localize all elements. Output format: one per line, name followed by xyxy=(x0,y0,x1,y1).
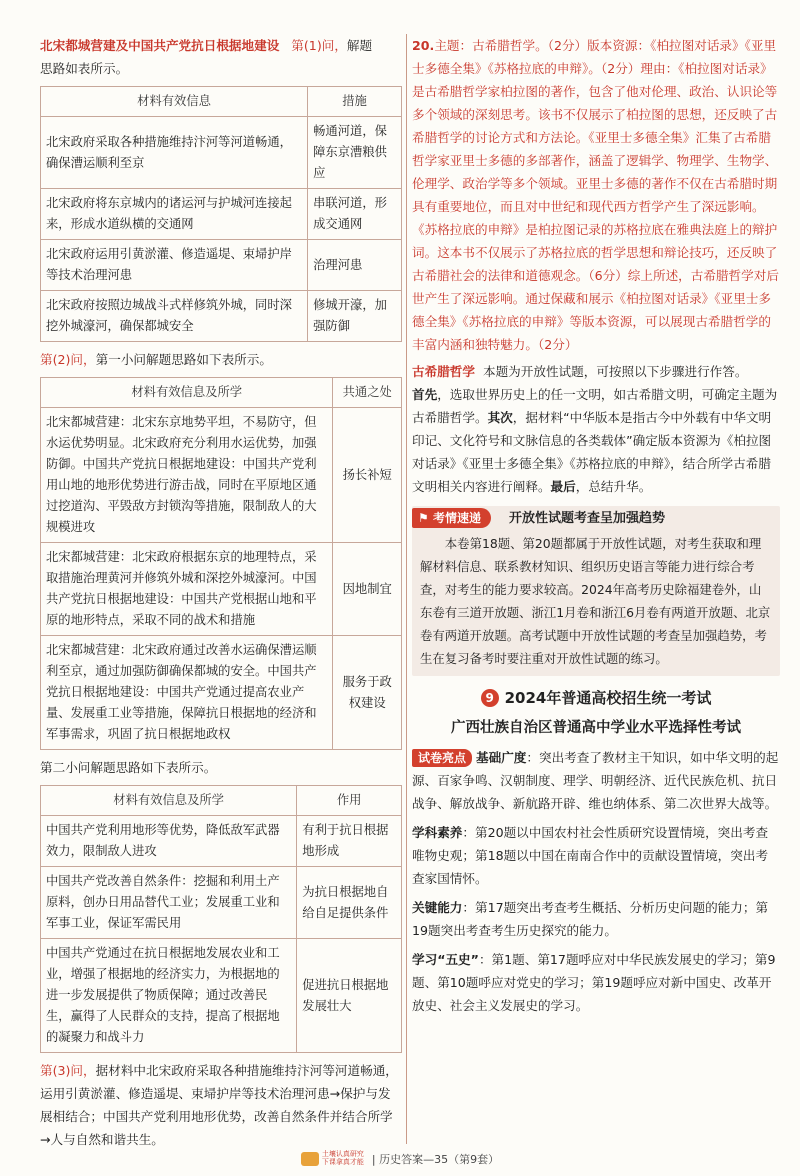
table-header-row xyxy=(41,786,402,816)
analysis-paragraph xyxy=(412,360,780,498)
q3-lead: 第(3)问， xyxy=(40,1063,96,1078)
flag-icon: ⚑ xyxy=(418,511,429,525)
table-header-row xyxy=(41,87,402,117)
table-header: 作用 xyxy=(297,786,402,816)
table-cell: 修城开濠，加强防御 xyxy=(308,291,402,342)
table-row xyxy=(41,816,402,867)
page-footer: 土壤认真研究 下课拿真才能 | 历史答案—35（第9套） xyxy=(0,1150,800,1167)
highlight-ability xyxy=(412,896,780,942)
brand-line-1: 土壤认真研究 xyxy=(321,1150,364,1158)
table-row xyxy=(41,636,402,750)
exam-trend-box xyxy=(412,506,780,676)
table-header: 共通之处 xyxy=(333,378,402,408)
table-cell: 因地制宜 xyxy=(333,543,402,636)
table-row xyxy=(41,240,402,291)
analysis-first-label: 首先 xyxy=(412,387,438,402)
q1-title: 北宋都城营建及中国共产党抗日根据地建设 xyxy=(40,38,280,53)
analysis-first-text: ，选取世界历史上的任一文明，如古希腊文明，可确定主题为古希腊哲学。 xyxy=(412,387,778,425)
table-q2b xyxy=(40,785,402,1053)
exam-trend-text: 本卷第18题、第20题都属于开放性试题，对考生获取和理解材料信息、联系教材知识、组织历史语言等能力进行综合考查，对考生的能力要求较高。2024年高考历史除福建卷外，山东卷有三道开放题、浙江1月卷和浙江6月卷有两道开放题、北京卷有两道开放题。高考试题中开放性试题的考查呈加强趋势，考生在复习备考时要注重对开放性试题的练习。 xyxy=(420,536,771,666)
table-header: 材料有效信息 xyxy=(41,87,308,117)
highlight-ability-label: 关键能力 xyxy=(412,900,463,915)
table-header: 材料有效信息及所学 xyxy=(41,786,297,816)
exam-trend-header xyxy=(412,506,780,530)
analysis-second-text: ，据材料“中华版本是指古今中外载有中华文明印记、文化符号和文脉信息的各类载体”确定版本资源为《柏拉图对话录》《亚里士多德全集》《苏格拉底的申辩》，结合所学古希腊文明相关内容进行阐释。 xyxy=(412,410,772,494)
highlight-tag: 试卷亮点 xyxy=(412,749,472,767)
table-cell: 北宋政府将东京城内的诸运河与护城河连接起来，形成水道纵横的交通网 xyxy=(41,189,308,240)
table-q1 xyxy=(40,86,402,342)
highlight-ability-text: ：第17题突出考查考生概括、分析历史问题的能力；第19题突出考查考生历史探究的能力。 xyxy=(412,900,769,938)
q1-lead: 第(1)问， xyxy=(291,38,347,53)
table-cell: 有利于抗日根据地形成 xyxy=(297,816,402,867)
exam-trend-tag xyxy=(412,508,491,528)
exam-title xyxy=(412,686,780,710)
brand-logo-icon xyxy=(301,1152,319,1166)
table-row xyxy=(41,867,402,939)
left-column xyxy=(40,34,402,1151)
highlight-basic-label: 基础广度 xyxy=(476,750,527,765)
table-row xyxy=(41,939,402,1053)
table-cell: 北宋政府按照边城战斗式样修筑外城，同时深挖外城濠河，确保都城安全 xyxy=(41,291,308,342)
q3-text: 据材料中北宋政府采取各种措施维持汴河等河道畅通，运用引黄淤灌、修造遥堤、束埽护岸等技术治理河患→保护与发展相结合；中国共产党利用地形优势，改善自然条件并结合所学→人与自然和谐共生。 xyxy=(40,1063,398,1147)
table-header: 措施 xyxy=(308,87,402,117)
exam-subtitle: 广西壮族自治区普通高中学业水平选择性考试 xyxy=(451,720,741,736)
page-number: 历史答案—35（第9套） xyxy=(379,1153,500,1166)
brand-line-2: 下课拿真才能 xyxy=(321,1158,364,1166)
q2b-intro: 第二小问解题思路如下表所示。 xyxy=(40,760,217,775)
table-cell: 促进抗日根据地发展壮大 xyxy=(297,939,402,1053)
table-header-row xyxy=(41,378,402,408)
exam-number-badge: 9 xyxy=(481,689,499,707)
highlight-five-label: 学习“五史” xyxy=(412,952,479,967)
q1-heading xyxy=(40,34,402,80)
q1-intro-b: 思路如表所示。 xyxy=(40,61,129,76)
exam-title-text: 2024年普通高校招生统一考试 xyxy=(504,689,712,707)
highlight-basic xyxy=(412,746,780,815)
q20-number: 20. xyxy=(412,38,435,53)
analysis-intro: 本题为开放性试题，可按照以下步骤进行作答。 xyxy=(482,364,748,379)
q20-text: 主题：古希腊哲学。（2分）版本资源：《柏拉图对话录》《亚里士多德全集》《苏格拉底的申辩》。（2分）理由：《柏拉图对话录》是古希腊哲学家柏拉图的著作，包含了他对伦理、政治、认识论等多个领域的深刻思考。该书不仅展示了柏拉图的思想，还反映了古希腊哲学的讨论方式和方法论。《亚里士多德全集》汇集了古希腊哲学家亚里士多德的多部著作，涵盖了逻辑学、物理学、生物学、伦理学、政治学等多个领域。亚里士多德的著作不仅在古希腊时期具有重要地位，而且对中世纪和现代西方哲学产生了深远影响。《苏格拉底的申辩》是柏拉图记录的苏格拉底在雅典法庭上的辩护词。这本书不仅展示了苏格拉底的哲学思想和辩论技巧，还反映了古希腊社会的法律和道德观念。（6分）综上所述，古希腊哲学对后世产生了深远影响。通过保藏和展示《柏拉图对话录》《亚里士多德全集》《苏格拉底的申辩》等版本资源，可以展现古希腊哲学的丰富内涵和独特魅力。（2分） xyxy=(412,38,779,352)
table-cell: 服务于政权建设 xyxy=(333,636,402,750)
right-column xyxy=(412,34,780,1017)
analysis-last-text: ，总结升华。 xyxy=(575,479,652,494)
table-cell: 畅通河道，保障东京漕粮供应 xyxy=(308,117,402,189)
q1-intro-a: 解题 xyxy=(346,38,373,53)
table-cell: 北宋都城营建：北宋政府通过改善水运确保漕运顺利至京，通过加强防御确保都城的安全。中国共产党抗日根据地建设：中国共产党通过提高农业产量、发展重工业等措施，保障抗日根据地的经济和军事需求，巩固了抗日根据地政权 xyxy=(41,636,333,750)
q2-lead: 第(2)问， xyxy=(40,352,96,367)
table-cell: 为抗日根据地自给自足提供条件 xyxy=(297,867,402,939)
table-cell: 北宋都城营建：北宋东京地势平坦，不易防守，但水运优势明显。北宋政府充分利用水运优势，加强防御。中国共产党抗日根据地建设：中国共产党利用山地的地形优势进行游击战，同时在平原地区通过挖道沟、平毁敌方封锁沟等措施，限制敌人的大规模进攻 xyxy=(41,408,333,543)
table-cell: 中国共产党改善自然条件：挖掘和利用土产原料，创办日用品替代工业；发展重工业和军事工业，保证军需民用 xyxy=(41,867,297,939)
highlight-five-text: ：第1题、第17题呼应对中华民族发展史的学习；第9题、第10题呼应对党史的学习；第19题呼应对新中国史、改革开放史、社会主义发展史的学习。 xyxy=(412,952,776,1013)
highlight-literacy-text: ：第20题以中国农村社会性质研究设置情境，突出考查唯物史观；第18题以中国在南南合作中的贡献设置情境，突出考查家国情怀。 xyxy=(412,825,769,886)
column-divider xyxy=(406,34,407,1144)
table-row xyxy=(41,291,402,342)
analysis-last-label: 最后 xyxy=(550,479,576,494)
exam-trend-tag-label: 考情速递 xyxy=(432,511,481,525)
analysis-label: 古希腊哲学 xyxy=(412,364,475,379)
highlight-literacy-label: 学科素养 xyxy=(412,825,463,840)
analysis-second-label: 其次 xyxy=(487,410,513,425)
table-row xyxy=(41,408,402,543)
table-cell: 北宋政府采取各种措施维持汴河等河道畅通，确保漕运顺利至京 xyxy=(41,117,308,189)
highlight-five-histories xyxy=(412,948,780,1017)
table-cell: 扬长补短 xyxy=(333,408,402,543)
q3-paragraph xyxy=(40,1059,402,1151)
table-cell: 中国共产党利用地形等优势，降低敌军武器效力，限制敌人进攻 xyxy=(41,816,297,867)
table-cell: 串联河道，形成交通网 xyxy=(308,189,402,240)
exam-trend-title: 开放性试题考查呈加强趋势 xyxy=(508,510,665,526)
table-header: 材料有效信息及所学 xyxy=(41,378,333,408)
table-row xyxy=(41,189,402,240)
highlight-literacy xyxy=(412,821,780,890)
table-cell: 北宋政府运用引黄淤灌、修造遥堤、束埽护岸等技术治理河患 xyxy=(41,240,308,291)
q2-heading xyxy=(40,348,402,371)
q20-answer xyxy=(412,34,780,356)
table-q2 xyxy=(40,377,402,750)
table-cell: 治理河患 xyxy=(308,240,402,291)
table-row xyxy=(41,117,402,189)
table-cell: 中国共产党通过在抗日根据地发展农业和工业，增强了根据地的经济实力，为根据地的进一步发展提供了物质保障；通过改善民生，赢得了人民群众的支持，提高了根据地的凝聚力和战斗力 xyxy=(41,939,297,1053)
table-cell: 北宋都城营建：北宋政府根据东京的地理特点，采取措施治理黄河并修筑外城和深挖外城濠河。中国共产党抗日根据地建设：中国共产党根据山地和平原的地形特点，采取不同的战术和措施 xyxy=(41,543,333,636)
brand-slogan xyxy=(322,1150,364,1166)
q2-intro: 第一小问解题思路如下表所示。 xyxy=(95,352,272,367)
table-row xyxy=(41,543,402,636)
highlight-basic-text: ：突出考查了教材主干知识，如中华文明的起源、百家争鸣、汉朝制度、理学、明朝经济、近代民族危机、抗日战争、解放战争、新航路开辟、维也纳体系、第二次世界大战等。 xyxy=(412,750,779,811)
